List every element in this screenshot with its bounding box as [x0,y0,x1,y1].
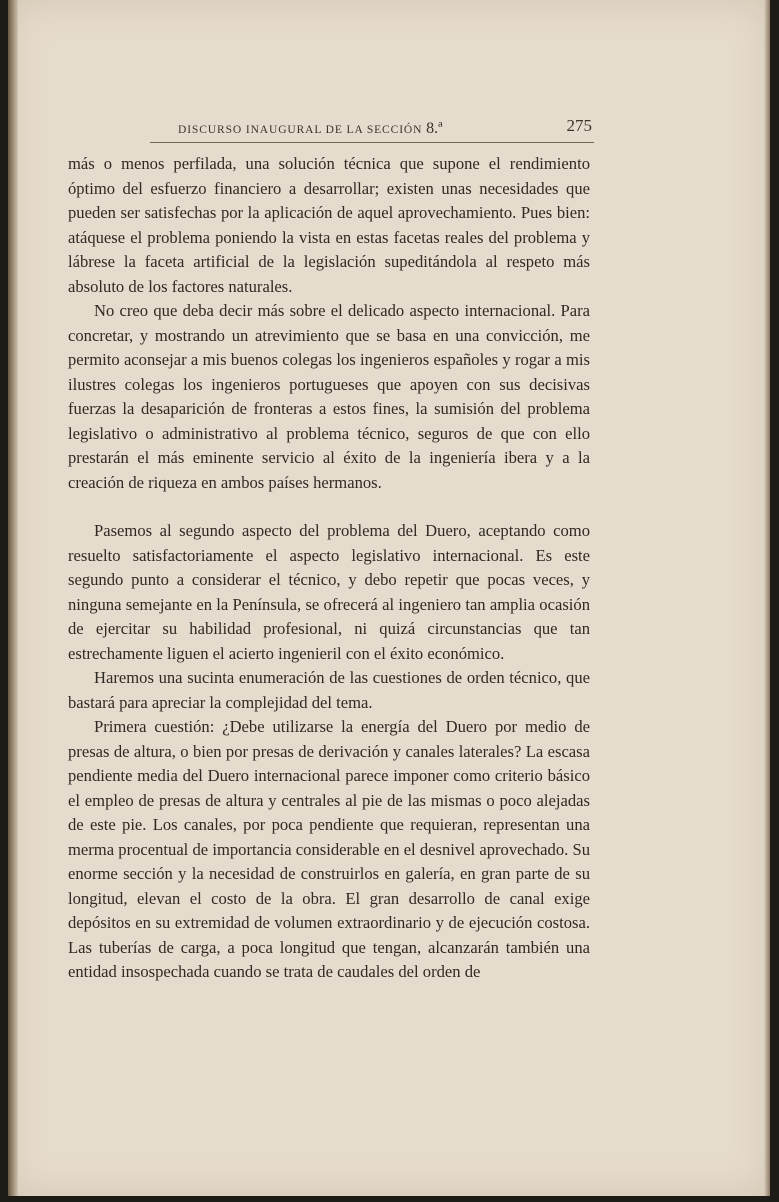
book-page [8,0,770,1196]
paragraph: Pasemos al segundo aspecto del problema del Duero, aceptando como resuelto satisfactoriamente el aspecto legislativo internacional. Es este segundo punto a considerar el técnico, y debo repetir que pocas veces, y ninguna semejante en la Península, se ofrecerá al ingeniero tan amplia ocasión de ejercitar su habilidad profesional, ni quizá circunstancias que tan estrechamente liguen el acierto ingenieril con el éxito económico. [68,521,590,663]
section-number: 8.ª [426,120,443,137]
paragraph: más o menos perfilada, una solución técnica que supone el rendimiento óptimo del esfuerzo financiero a desarrollar; existen unas necesidades que pueden ser satisfechas por la aplicación de aquel aprovechamiento. Pues bien: atáquese el problema poniendo la vista en estas facetas reales del problema y lábrese la faceta artificial de la legislación supeditándola al respeto más absoluto de los factores naturales. [68,154,590,296]
running-header-text: DISCURSO INAUGURAL DE LA SECCIÓN [178,124,427,136]
paragraph: Haremos una sucinta enumeración de las cuestiones de orden técnico, que bastará para apreciar la complejidad del tema. [68,668,590,712]
body-text [68,152,590,985]
running-header-title [178,120,443,138]
paragraph: No creo que deba decir más sobre el delicado aspecto internacional. Para concretar, y mostrando un atrevimiento que se basa en una convicción, me permito aconsejar a mis buenos colegas los ingenieros españoles y rogar a mis ilustres colegas los ingenieros portugueses que apoyen con sus decisivas fuerzas la desaparición de fronteras a estos fines, la sumisión del problema legislativo o administrativo al problema técnico, seguros de que con ello prestarán el más eminente servicio al éxito de la ingeniería ibera y a la creación de riqueza en ambos países hermanos. [68,301,590,492]
running-header [150,116,594,143]
page-edge [764,0,770,1196]
page-spine-shadow [8,0,18,1196]
paragraph: Primera cuestión: ¿Debe utilizarse la energía del Duero por medio de presas de altura, o bien por presas de derivación y canales laterales? La escasa pendiente media del Duero internacional parece imponer como criterio básico el empleo de presas de altura y centrales al pie de las mismas o poco alejadas de este pie. Los canales, por poca pendiente que requieran, representan una merma procentual de importancia considerable en el desnivel aprovechado. Su enorme sección y la necesidad de construirlos en galería, en gran parte de su longitud, elevan el costo de la obra. El gran desarrollo de canal exige depósitos en su extremidad de volumen extraordinario y de ejecución costosa. Las tuberías de carga, a poca longitud que tengan, alcanzarán también una entidad insospechada cuando se trata de caudales del orden de [68,717,590,981]
page-number: 275 [566,116,592,135]
